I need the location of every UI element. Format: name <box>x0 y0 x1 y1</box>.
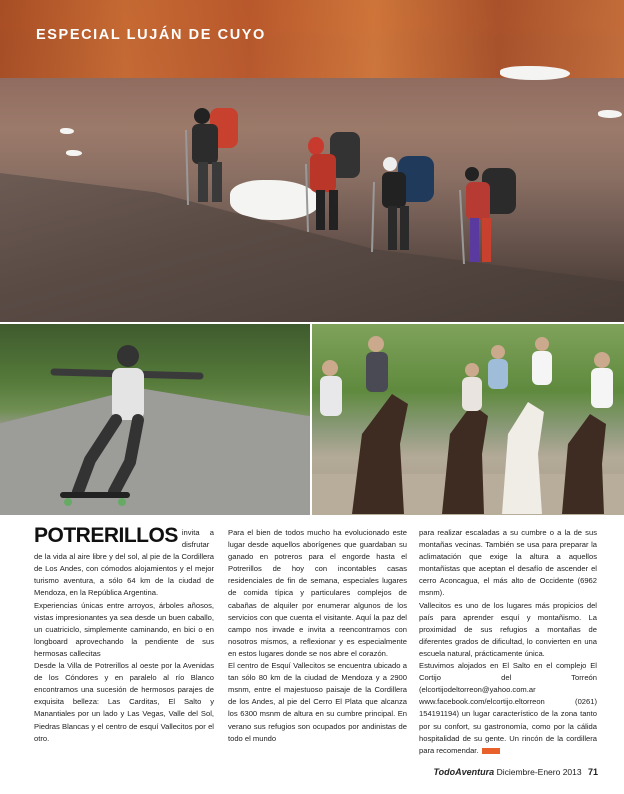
end-of-article-mark <box>482 748 500 754</box>
article-column-3 <box>419 527 597 757</box>
hiker-figure <box>368 152 446 254</box>
longboarder-figure <box>50 342 210 512</box>
snow-patch <box>598 110 622 118</box>
hiker-figure <box>180 100 260 215</box>
paragraph: Experiencias únicas entre arroyos, árboles añosos, vistas impresionantes ya sea desde un buen caballo, un cuatriciclo, simplemente caminando, en bici o en longboard aprovechando la pendiente de sus hermosas callecitas <box>34 600 214 658</box>
snow-patch <box>500 66 570 80</box>
section-tag: ESPECIAL LUJÁN DE CUYO <box>36 27 266 43</box>
paragraph: El centro de Esquí Vallecitos se encuentra ubicado a tan sólo 80 km de la ciudad de Mendoza y a 2900 msnm, entre el majestuoso paisaje de la Cordillera de los Andes, al pie del Cerro El Plata que alcanza los 6300 msnm de altura en su cumbre principal. En verano sus refugios son ocupados por andinistas de todo el mundo <box>228 661 407 743</box>
paragraph: Para el bien de todos mucho ha evolucionado este lugar desde aquellos aborígenes que guardaban su ganado en potreros para el engorde hasta el Potrerillos de hoy con incontables casas residenciales de fin de semana, especiales lugares de comida típica y particulares complejos de cabañas de alquiler por enumerar algunos de los servicios con que cuenta el visitante. Aquí la paz del campo nos invade e invita a reencontrarnos con nosotros mismos, a reflexionar y es especialmente en estos lugares donde se nos abre el corazón. <box>228 528 407 658</box>
page-number: 71 <box>587 767 598 777</box>
article-title: POTRERILLOS <box>34 524 178 547</box>
hero-photo-trekkers <box>0 0 624 322</box>
photo-horse-riders <box>312 324 624 515</box>
paragraph: para realizar escaladas a su cumbre o a la de sus montañas vecinas. También se usa para preparar la aclimatación que exige la altura a aquellos montañistas que aceptan el desafío de ascender el cerro Aconcagua, el más alto de Occidente (6962 msnm). <box>419 528 597 598</box>
snow-patch <box>66 150 82 156</box>
article-column-2 <box>228 527 407 745</box>
paragraph: Desde la Villa de Potrerillos al oeste por la Avenidas de los Cóndores y en paralelo al río Blanco encontramos una sucesión de hermosos parajes de exquisita belleza: Las Carditas, El Salto y Manantiales por un lado y Las Vegas, Valle del Sol, Piedras Blancas y el centro de esquí Vallecitos por el otro. <box>34 661 214 743</box>
page-footer <box>434 767 598 777</box>
paragraph: invita a disfrutar de la vida al aire libre y del sol, al pie de la Cordillera de Los Andes, con cómodos alojamientos y el mejor turismo aventura, a sólo 64 km de la ciudad de Mendoza, en la República Argentina. <box>34 528 214 598</box>
magazine-brand: TodoAventura <box>433 767 495 777</box>
article-column-1 <box>34 524 214 745</box>
paragraph: Estuvimos alojados en El Salto en el complejo El Cortijo del Torreón (elcortijodeltorreon@yahoo.com.ar www.facebook.com/elcortijo.eltorreon (0261) 154191194) un lugar característico de la zona tanto por su confort, su gastronomía, como por la cálida hospitalidad de su gente. Un rincón de la cordillera para recomendar. <box>419 661 597 755</box>
photo-longboarder <box>0 324 310 515</box>
paragraph: Vallecitos es uno de los lugares más propicios del país para aprender esquí y montañismo. La proximidad de sus refugios a montañas de diferentes grados de dificultad, lo convierten en una escuela natural, prácticamente única. <box>419 600 597 658</box>
hiker-figure <box>456 164 528 269</box>
snow-patch <box>60 128 74 134</box>
issue-date: Diciembre-Enero 2013 <box>496 767 582 777</box>
riders-illustration <box>312 324 624 515</box>
hiker-figure <box>302 124 372 236</box>
